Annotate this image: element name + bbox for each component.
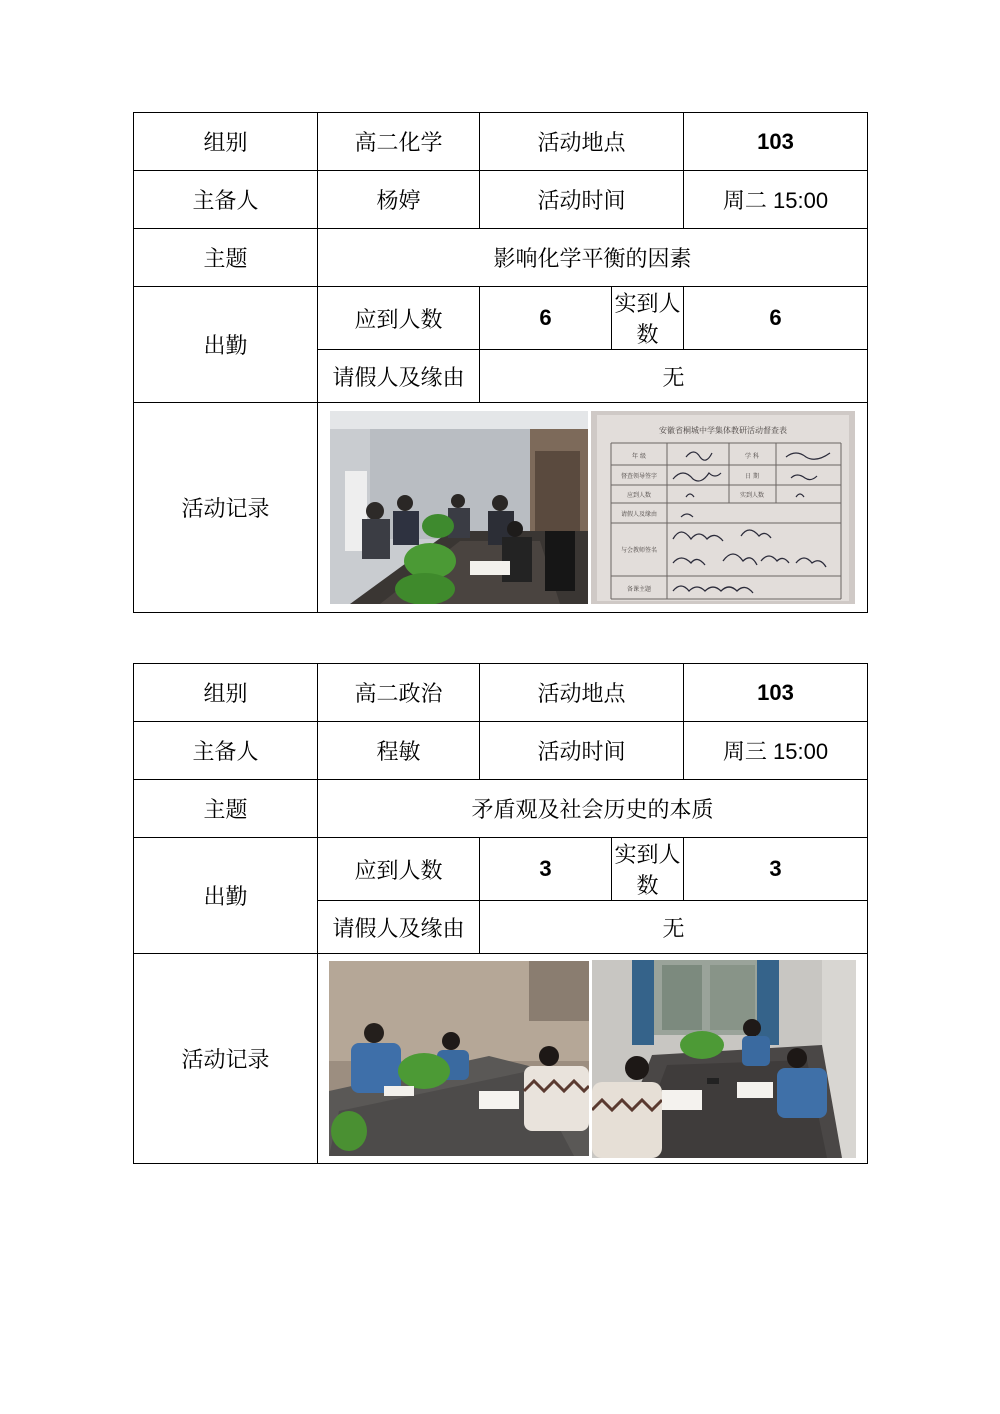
topic-label: 主题	[134, 780, 318, 838]
svg-text:与会教师签名: 与会教师签名	[620, 547, 658, 554]
svg-text:备课主题: 备课主题	[626, 586, 652, 593]
expected-label: 应到人数	[318, 838, 480, 901]
location-label: 活动地点	[480, 664, 684, 722]
attendance-label: 出勤	[134, 287, 318, 403]
svg-text:请假人及缘由: 请假人及缘由	[620, 511, 658, 518]
meeting-photo	[330, 411, 588, 604]
svg-text:实到人数: 实到人数	[739, 492, 765, 499]
actual-value: 3	[684, 838, 868, 901]
leave-label: 请假人及缘由	[318, 350, 480, 403]
meeting-photo	[329, 961, 589, 1156]
group-value: 高二政治	[318, 664, 480, 722]
time-label: 活动时间	[480, 171, 684, 229]
lead-label: 主备人	[134, 171, 318, 229]
location-value: 103	[684, 113, 868, 171]
expected-value: 3	[480, 838, 612, 901]
svg-text:日 期: 日 期	[745, 473, 759, 480]
topic-value: 影响化学平衡的因素	[318, 229, 868, 287]
svg-text:年 级: 年 级	[632, 453, 646, 460]
time-value: 周三 15:00	[684, 722, 868, 780]
time-value: 周二 15:00	[684, 171, 868, 229]
group-value: 高二化学	[318, 113, 480, 171]
record-table-2	[133, 663, 868, 1164]
record-label: 活动记录	[134, 403, 318, 613]
time-label: 活动时间	[480, 722, 684, 780]
expected-value: 6	[480, 287, 612, 350]
svg-text:应到人数: 应到人数	[626, 492, 652, 499]
topic-label: 主题	[134, 229, 318, 287]
leave-value: 无	[480, 350, 868, 403]
record-photos	[318, 954, 868, 1164]
actual-label: 实到人数	[612, 287, 684, 350]
actual-value: 6	[684, 287, 868, 350]
svg-text:督查领导签字: 督查领导签字	[620, 473, 658, 480]
leave-label: 请假人及缘由	[318, 901, 480, 954]
meeting-photo	[592, 960, 856, 1158]
actual-label: 实到人数	[612, 838, 684, 901]
lead-value: 杨婷	[318, 171, 480, 229]
lead-value: 程敏	[318, 722, 480, 780]
form-title: 安徽省桐城中学集体教研活动督查表	[659, 426, 787, 435]
expected-label: 应到人数	[318, 287, 480, 350]
attendance-label: 出勤	[134, 838, 318, 954]
leave-value: 无	[480, 901, 868, 954]
location-label: 活动地点	[480, 113, 684, 171]
record-table-1	[133, 112, 868, 613]
record-photos	[318, 403, 868, 613]
record-label: 活动记录	[134, 954, 318, 1164]
group-label: 组别	[134, 664, 318, 722]
inspection-form-photo	[591, 411, 855, 604]
topic-value: 矛盾观及社会历史的本质	[318, 780, 868, 838]
group-label: 组别	[134, 113, 318, 171]
lead-label: 主备人	[134, 722, 318, 780]
location-value: 103	[684, 664, 868, 722]
svg-text:学 科: 学 科	[745, 453, 759, 460]
